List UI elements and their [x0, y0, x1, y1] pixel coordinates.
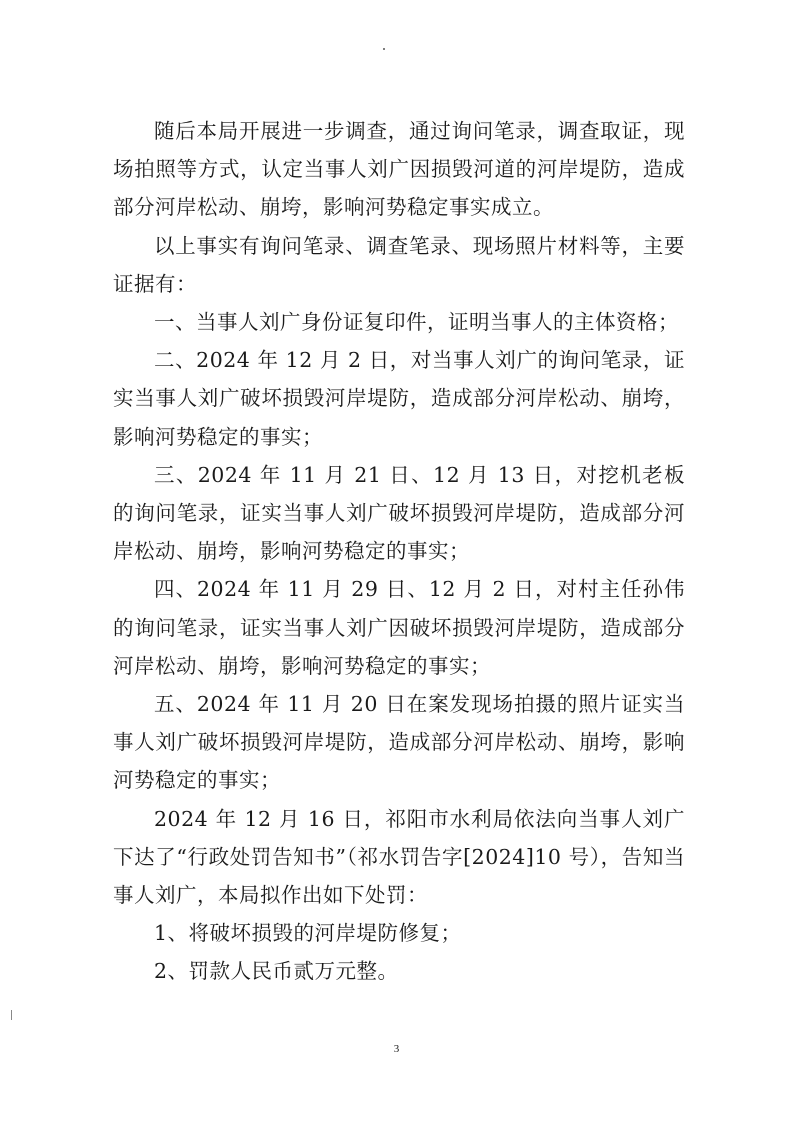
paragraph-evidence-3: 三、2024 年 11 月 21 日、12 月 13 日，对挖机老板的询问笔录，证实当事人刘广破坏损毁河岸堤防，造成部分河岸松动、崩垮，影响河势稳定的事实； — [113, 462, 685, 564]
paragraph-investigation: 随后本局开展进一步调查，通过询问笔录，调查取证，现场拍照等方式，认定当事人刘广因损毁河道的河岸堤防，造成部分河岸松动、崩垮，影响河势稳定事实成立。 — [113, 119, 685, 220]
paragraph-evidence-4: 四、2024 年 11 月 29 日、12 月 2 日，对村主任孙伟的询问笔录，证实当事人刘广因破坏损毁河岸堤防，造成部分河岸松动、崩垮，影响河势稳定的事实； — [113, 577, 685, 678]
paragraph-penalty-1: 1、将破坏损毁的河岸堤防修复； — [154, 921, 462, 946]
paragraph-evidence-intro: 以上事实有询问笔录、调查笔录、现场照片材料等，主要证据有： — [113, 233, 685, 296]
paragraph-penalty-2: 2、罚款人民币贰万元整。 — [154, 959, 399, 984]
paragraph-evidence-2: 二、2024 年 12 月 2 日，对当事人刘广的询问笔录，证实当事人刘广破坏损毁河岸堤防，造成部分河岸松动、崩垮，影响河势稳定的事实； — [113, 348, 685, 449]
paragraph-evidence-5: 五、2024 年 11 月 20 日在案发现场拍摄的照片证实当事人刘广破坏损毁河岸堤防，造成部分河岸松动、崩垮，影响河势稳定的事实； — [113, 692, 685, 793]
page-number: 3 — [393, 1043, 400, 1055]
scan-speck — [383, 48, 385, 50]
paragraph-notice: 2024 年 12 月 16 日，祁阳市水利局依法向当事人刘广下达了“行政处罚告知书”（祁水罚告字[2024]10 号），告知当事人刘广，本局拟作出如下处罚： — [113, 806, 685, 908]
paragraph-evidence-1: 一、当事人刘广身份证复印件，证明当事人的主体资格； — [154, 310, 679, 335]
scan-mark — [11, 1010, 12, 1020]
document-body — [113, 112, 685, 991]
